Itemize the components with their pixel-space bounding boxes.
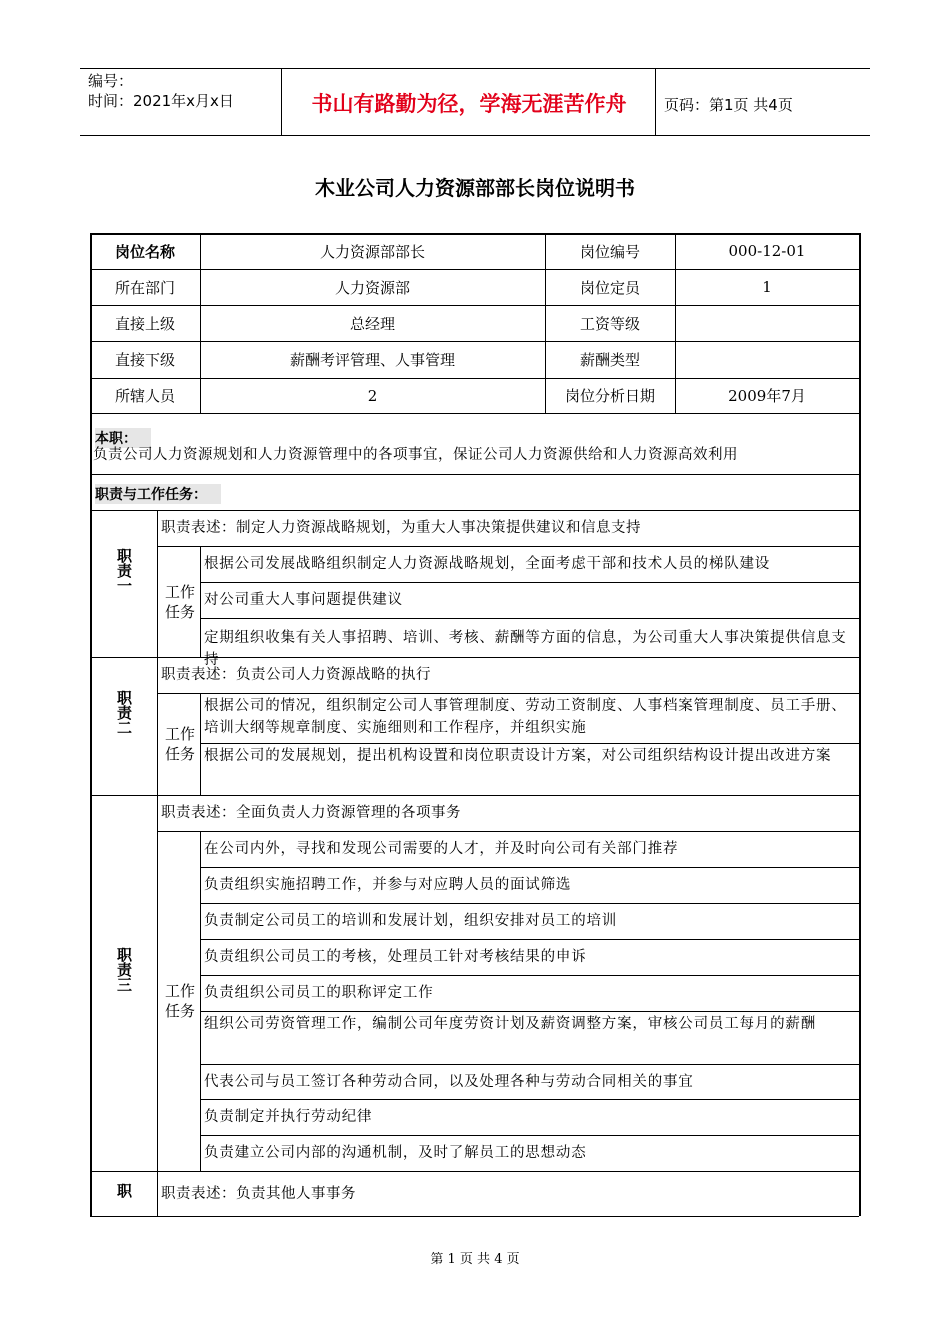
table-right-border xyxy=(859,413,861,1216)
table-rule xyxy=(200,867,859,868)
table-rule xyxy=(200,1099,859,1100)
field-label: 直接下级 xyxy=(114,351,175,369)
duty-block-rule xyxy=(90,1216,859,1217)
field-label: 岗位编号 xyxy=(579,242,640,261)
table-col-rule xyxy=(859,233,861,413)
table-rule xyxy=(200,1135,859,1136)
header-divider xyxy=(655,68,656,136)
duty-name: 职 xyxy=(115,1183,133,1198)
duty-col-rule xyxy=(157,1171,158,1216)
duty-name: 职责三 xyxy=(115,947,133,992)
field-label: 所辖人员 xyxy=(114,387,175,405)
summary-label: 本职： xyxy=(95,428,151,448)
duty-name: 职责一 xyxy=(115,547,133,593)
work-task-label: 工作 任务 xyxy=(164,725,195,763)
duty-name: 职责二 xyxy=(115,690,133,735)
task-item: 负责制定并执行劳动纪律 xyxy=(204,1109,373,1125)
table-rule xyxy=(200,939,859,940)
field-value xyxy=(675,341,859,378)
header-divider xyxy=(281,68,282,136)
task-item: 在公司内外，寻找和发现公司需要的人才，并及时向公司有关部门推荐 xyxy=(204,841,679,857)
table-rule xyxy=(157,831,859,832)
task-item: 代表公司与员工签订各种劳动合同，以及处理各种与劳动合同相关的事宜 xyxy=(204,1073,694,1090)
table-rule xyxy=(200,975,859,976)
task-item: 负责制定公司员工的培训和发展计划，组织安排对员工的培训 xyxy=(204,913,618,929)
summary-text: 负责公司人力资源规划和人力资源管理中的各项事宜，保证公司人力资源供给和人力资源高效利用 xyxy=(93,447,738,463)
field-label: 薪酬类型 xyxy=(579,351,640,369)
page-footer: 第 1 页 共 4 页 xyxy=(430,1252,520,1267)
task-item: 根据公司发展战略组织制定人力资源战略规划，全面考虑干部和技术人员的梯队建设 xyxy=(204,556,771,572)
page-title: 木业公司人力资源部部长岗位说明书 xyxy=(315,176,635,200)
field-label: 工资等级 xyxy=(579,314,640,333)
task-item: 负责组织公司员工的职称评定工作 xyxy=(204,985,434,1001)
duty-statement: 职责表述：负责公司人力资源战略的执行 xyxy=(161,667,431,683)
doc-date: 时间：2021年x月x日 xyxy=(88,92,234,110)
field-value: 薪酬考评管理、人事管理 xyxy=(289,351,455,369)
task-item: 负责组织公司员工的考核，处理员工针对考核结果的申诉 xyxy=(204,949,587,965)
field-label: 岗位定员 xyxy=(579,278,640,297)
header-top-rule xyxy=(80,68,870,69)
header-page-info: 页码：第1页 共4页 xyxy=(664,96,793,114)
table-rule xyxy=(200,743,859,744)
task-item: 根据公司的发展规划，提出机构设置和岗位职责设计方案，对公司组织结构设计提出改进方案 xyxy=(204,748,832,764)
field-value: 总经理 xyxy=(349,314,395,333)
task-item: 负责组织实施招聘工作，并参与对应聘人员的面试筛选 xyxy=(204,877,572,893)
table-left-border xyxy=(90,413,92,1216)
task-item: 对公司重大人事问题提供建议 xyxy=(204,592,403,608)
field-value: 000-12-01 xyxy=(728,242,806,260)
table-rule xyxy=(200,1064,859,1065)
table-rule xyxy=(200,1011,859,1012)
field-value: 人力资源部 xyxy=(334,278,410,297)
table-rule xyxy=(90,474,859,475)
task-item: 根据公司的情况，组织制定公司人事管理制度、劳动工资制度、人事档案管理制度、员工手册、培训大纲等规章制度、实施细则和工作程序，并组织实施 xyxy=(204,698,847,736)
field-label: 所在部门 xyxy=(114,278,175,297)
field-value: 1 xyxy=(762,278,772,296)
field-value: 2009年7月 xyxy=(728,387,806,405)
header-bottom-rule xyxy=(80,135,870,136)
table-rule xyxy=(90,413,859,414)
field-label: 岗位名称 xyxy=(114,242,175,261)
duty-block-rule xyxy=(90,795,859,796)
header-motto: 书山有路勤为径，学海无涯苦作舟 xyxy=(311,92,627,116)
duties-label: 职责与工作任务： xyxy=(95,484,221,504)
work-task-label: 工作 任务 xyxy=(164,582,195,621)
task-item: 定期组织收集有关人事招聘、培训、考核、薪酬等方面的信息，为公司重大人事决策提供信息支持 xyxy=(204,629,847,668)
field-value: 人力资源部部长 xyxy=(319,242,425,261)
task-item: 组织公司劳资管理工作，编制公司年度劳资计划及薪资调整方案，审核公司员工每月的薪酬 xyxy=(204,1016,816,1032)
table-rule xyxy=(157,693,859,694)
field-label: 岗位分析日期 xyxy=(564,387,655,405)
duty-statement: 职责表述：制定人力资源战略规划，为重大人事决策提供建议和信息支持 xyxy=(161,520,641,536)
table-rule xyxy=(200,582,859,583)
table-rule xyxy=(90,510,859,511)
duty-statement: 职责表述：全面负责人力资源管理的各项事务 xyxy=(161,805,461,821)
table-rule xyxy=(200,903,859,904)
duty-block-rule xyxy=(90,1171,859,1172)
doc-number-label: 编号： xyxy=(88,72,134,90)
field-value: 2 xyxy=(367,386,378,405)
duty-statement: 职责表述：负责其他人事事务 xyxy=(161,1185,356,1202)
task-item: 负责建立公司内部的沟通机制，及时了解员工的思想动态 xyxy=(204,1145,587,1161)
field-label: 直接上级 xyxy=(114,314,175,333)
table-rule xyxy=(157,546,859,547)
field-value xyxy=(675,305,859,341)
table-rule xyxy=(200,618,859,619)
work-task-label: 工作 任务 xyxy=(164,982,195,1020)
